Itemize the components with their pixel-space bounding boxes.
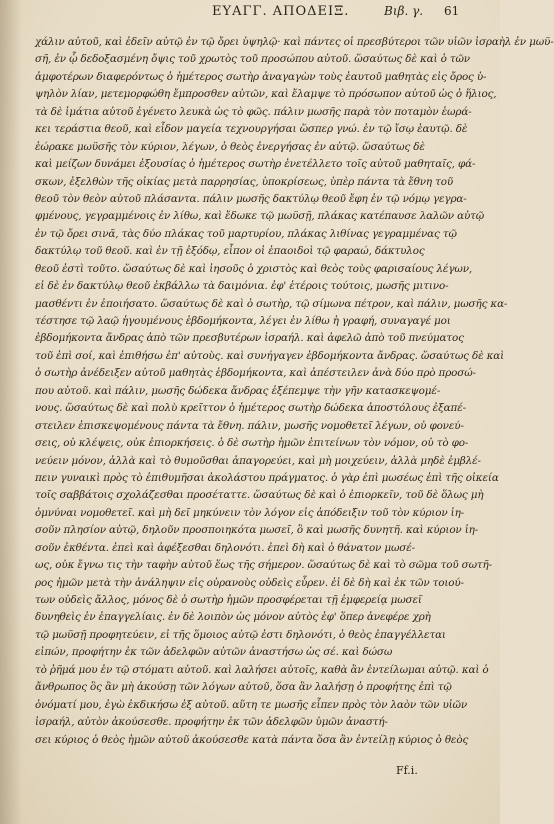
line-text: πειν γυναικὶ πρὸς τὸ ἐπιθυμῆσαι ἀκολάστου πράγματος. ὁ γὰρ ἐπὶ μωσέως ἐπὶ τῆς οἰκεία [35, 471, 499, 484]
line-text: σεις, οὐ κλέψεις, οὐκ ἐπιορκήσεις. ὁ δὲ σωτὴρ ἡμῶν ἐπιτείνων τὸν νόμον, οὐ τὸ φο- [35, 437, 469, 450]
line-text: φμένους, γεγραμμένοις ἐν λίθω, καὶ ἔδωκε τῷ μωϋσῇ, πλάκας κατέπαυσε λαλῶν αὐτῷ [35, 210, 485, 223]
text-line [35, 592, 460, 609]
text-line [35, 139, 460, 156]
line-text: ὁ σωτὴρ ἀνέδειξεν αὐτοῦ μαθητὰς ἑβδομήκοντα, καὶ ἀπέστειλεν ἀνὰ δύο πρὸ προσώ- [35, 367, 476, 380]
text-line [35, 348, 505, 365]
line-text: ἰσραήλ, αὐτὸν ἀκούσεσθε. προφήτην ἐκ τῶν ἀδελφῶν ὑμῶν ἀναστή- [35, 716, 388, 729]
text-line [35, 296, 508, 313]
folio-number: 61 [444, 4, 460, 18]
text-line [35, 505, 465, 522]
text-line [35, 86, 497, 103]
line-text: νους. ὥσαύτως δὲ καὶ πολὺ κρεῖττον ὁ ἡμέτερος σωτὴρ δώδεκα ἀποστόλους ἐξαπέ- [35, 402, 467, 415]
line-text: τοῦ ἐπὶ σοί, καὶ ἐπιθήσω ἐπ' αὐτοὺς. καὶ συνήγαγεν ἑβδομήκοντα ἄνδρας. ὥσαύτως δὲ καὶ [35, 349, 505, 362]
line-text: ἄνθρωπος ὃς ἂν μὴ ἀκούσῃ τῶν λόγων αὐτοῦ, ὅσα ἂν λαλήσῃ ὁ προφήτης ἐπὶ τῷ [35, 681, 452, 694]
line-text: ως, οὐκ ἔγνω τις τὴν ταφὴν αὐτοῦ ἕως τῆς σήμερον. ὥσαύτως δὲ καὶ τὸ σῶμα τοῦ σωτῆ- [35, 559, 492, 572]
line-text: κει τεράστια θεοῦ, καὶ εἶδον μαγεία τεχνουργήσαι ὥσπερ γνώ. ἐν τῷ ἴσῳ ἑαυτῷ. δὲ [35, 123, 468, 136]
line-text: μασθέντι ἐν ἐποιήσατο. ὥσαύτως δὲ καὶ ὁ σωτὴρ, τῷ σίμωνα πέτρον, καὶ πάλιν, μωσῆς κα- [35, 297, 508, 310]
text-line [35, 313, 460, 330]
line-text: τοῖς σαββάτοις σχολάζεσθαι προσέταττε. ὥσαύτως δὲ καὶ ὁ ἐπιορκεῖν, τοῦ δὲ ὅλως μὴ [35, 489, 484, 502]
line-text: που αὐτοῦ. καὶ πάλιν, μωσῆς δώδεκα ἄνδρας ἐξέπεμψε τὴν γῆν κατασκεψομέ- [35, 384, 441, 397]
line-text: θεοῦ τὸν θεὸν αὐτοῦ πλάσαντα. πάλιν μωσῆς δακτύλῳ θεοῦ ἔφη ἐν τῷ νόμῳ γεγρα- [35, 192, 467, 205]
line-text: τῷ μωϋσῇ προφητεύειν, εἰ τῆς ὅμοιος αὐτῷ ἐστι δηλονότι, ὁ θεὸς ἐπαγγέλλεται [35, 628, 446, 641]
text-line [35, 121, 468, 138]
line-text: σει κύριος ὁ θεὸς ἡμῶν αὐτοῦ ἀκούσεσθε κατὰ πάντα ὅσα ἂν ἐντείλῃ κύριος ὁ θεὸς [35, 733, 469, 746]
page-header [0, 2, 500, 24]
line-text: τὰ δὲ ἱμάτια αὐτοῦ ἐγένετο λευκὰ ὡς τὸ φῶς. πάλιν μωσῆς παρὰ τὸν ποταμὸν ἑωρά- [35, 105, 472, 118]
line-text: χάλιν αὐτοῦ, καὶ ἐδεῖν αὐτῷ ἐν τῷ ὄρει ὑψηλῷ· καὶ πάντες οἱ πρεσβύτεροι τῶν υἱῶν ἰσραὴλ ἐν μωϋ- [35, 36, 554, 48]
text-line [35, 627, 460, 644]
text-block [35, 34, 554, 749]
text-line [35, 522, 479, 539]
text-line [35, 679, 460, 696]
signature-mark: Ff.i. [396, 764, 418, 777]
text-line [35, 34, 554, 51]
line-text: ἑώρακε μωϋσῆς τὸν κύριον, λέγων, ὁ θεὸς ἐνεργήσας ἐν αὐτῷ. ὥσαύτως δὲ [35, 140, 425, 153]
line-text: σοῦν ἐκθέντα. ἐπεὶ καὶ ἀφέξεσθαι δηλονότι. ἐπεὶ δὴ καὶ ὁ θάνατον μωσέ- [35, 541, 416, 554]
text-line [35, 540, 460, 557]
text-line [35, 243, 460, 260]
text-line [35, 278, 460, 295]
line-text: ἑβδομήκοντα ἄνδρας ἀπὸ τῶν πρεσβυτέρων ἰσραήλ. καὶ ἀφελῶ ἀπὸ τοῦ πνεύματος [35, 332, 464, 345]
line-text: νεύειν μόνον, ἀλλὰ καὶ τὸ θυμοῦσθαι ἀπαγορεύει, καὶ μὴ μοιχεύειν, ἀλλὰ μηδὲ ἐμβλέ- [35, 454, 481, 467]
line-text: καὶ μείζων δυνάμει ἐξουσίας ὁ ἡμέτερος σωτὴρ ἐνετέλλετο τοῖς αὐτοῦ μαθηταῖς, φά- [35, 158, 476, 171]
text-line [35, 365, 476, 382]
line-text: εἰ δὲ ἐν δακτύλῳ θεοῦ ἐκβάλλω τὰ δαιμόνια. ἐφ' ἑτέροις τούτοις, μωσῆς μιτινο- [35, 280, 449, 293]
text-line [35, 714, 460, 731]
line-text: ψηλὸν λίαν, μετεμορφώθη ἔμπροσθεν αὐτῶν, καὶ ἔλαμψε τὸ πρόσωπον αὐτοῦ ὡς ὁ ἥλιος, [35, 88, 497, 101]
text-line [35, 470, 499, 487]
chapter-mark: Βιβ. γ. [384, 4, 424, 18]
text-line [35, 104, 472, 121]
gutter-shadow [0, 0, 22, 824]
line-text: εἰπών, προφήτην ἐκ τῶν ἀδελφῶν αὐτῶν ἀναστήσω ὡς σέ. καὶ δώσω [35, 646, 393, 659]
line-text: ὀμνύναι νομοθετεῖ. καὶ μὴ δεῖ μηκύνειν τὸν λόγον εἰς ἀπόδειξιν τοῦ τὸν κύριον ἰη- [35, 506, 465, 519]
line-text: ἀμφοτέρων διαφερόντως ὁ ἡμέτερος σωτὴρ ἀναγαγὼν τοὺς ἑαυτοῦ μαθητὰς εἰς ὄρος ὑ- [35, 70, 487, 83]
line-text: ὀνόματί μου, ἐγὼ ἐκδικήσω ἐξ αὐτοῦ. αὕτη τε μωσῆς εἶπεν πρὸς τὸν λαὸν τῶν υἱῶν [35, 698, 468, 711]
text-line [35, 261, 473, 278]
text-line [35, 732, 469, 749]
text-line [35, 69, 487, 86]
line-text: δακτύλῳ τοῦ θεοῦ. καὶ ἐν τῇ ἐξόδῳ, εἶπον οἱ ἐπαοιδοὶ τῷ φαραώ, δάκτυλος [35, 245, 425, 258]
text-line [35, 609, 460, 626]
line-text: σοῦν πλησίον αὐτῷ, δηλοῦν προσποιηκότα μωσεῖ, ὃ καὶ μωσῆς δυνητῆ. καὶ κύριον ἰη- [35, 524, 479, 537]
line-text: τέστησε τῷ λαῷ ἡγουμένους ἑβδομήκοντα, λέγει ἐν λίθω ἡ γραφή, συναγαγέ μοι [35, 315, 451, 327]
text-line [35, 575, 464, 592]
text-line [35, 330, 464, 347]
line-text: ρος ἡμῶν μετὰ τὴν ἀνάληψιν εἰς οὐρανοὺς οὐδεὶς εὗρεν. ἐἰ δὲ δὴ καὶ ἐκ τῶν τοιού- [35, 576, 464, 589]
text-line [35, 51, 470, 68]
line-text: θεοῦ ἐστὶ τοῦτο. ὥσαύτως δὲ καὶ ἰησοῦς ὁ χριστὸς καὶ θεὸς τοὺς φαρισαίους λέγων, [35, 262, 473, 275]
line-text: δυνηθεὶς ἐν ἐπαγγελίαις. ἐν δὲ λοιπὸν ὡς μόνον αὐτὸς ἐφ' ὅπερ ἀνεφέρε χρὴ [35, 611, 431, 624]
text-line [35, 174, 460, 191]
line-text: των οὐδεὶς ἄλλος, μόνος δὲ ὁ σωτὴρ ἡμῶν προσφέρεται τῇ ἐμφερείᾳ μωσεῖ [35, 594, 422, 606]
text-line [35, 662, 489, 679]
text-line [35, 400, 467, 417]
line-text: τὸ ῥῆμά μου ἐν τῷ στόματι αὐτοῦ. καὶ λαλήσει αὐτοῖς, καθὰ ἂν ἐντείλωμαι αὐτῷ. καὶ ὁ [35, 663, 489, 676]
text-line [35, 418, 464, 435]
text-line [35, 208, 485, 225]
text-line [35, 435, 469, 452]
text-line [35, 226, 460, 243]
text-line [35, 383, 460, 400]
text-line [35, 156, 476, 173]
text-line [35, 487, 484, 504]
text-line [35, 644, 460, 661]
text-line [35, 191, 467, 208]
line-text: σκων, ἐξελθὼν τῆς οἰκίας μετὰ παρρησίας, ὑποκρίσεως, ὑπὲρ πάντα τὰ ἔθνη τοῦ [35, 175, 453, 188]
line-text: σῆ, ἐν ᾧ δεδοξασμένη ὄψις τοῦ χρωτὸς τοῦ προσώπου αὐτοῦ. ὥσαύτως δὲ καὶ ὁ τῶν [35, 53, 470, 66]
line-text: ἐν τῷ ὄρει σινᾶ, τὰς δύο πλάκας τοῦ μαρτυρίου, πλάκας λιθίνας γεγραμμένας τῷ [35, 227, 457, 240]
line-text: στειλεν ἐπισκεψομένους πάντα τὰ ἔθνη. πάλιν, μωσῆς νομοθετεῖ λέγων, οὐ φονεύ- [35, 419, 464, 432]
text-line [35, 453, 481, 470]
running-title: ΕΥΑΓΓ. ΑΠΟΔΕΙΞ. [212, 4, 350, 19]
text-line [35, 557, 492, 574]
text-line [35, 697, 468, 714]
